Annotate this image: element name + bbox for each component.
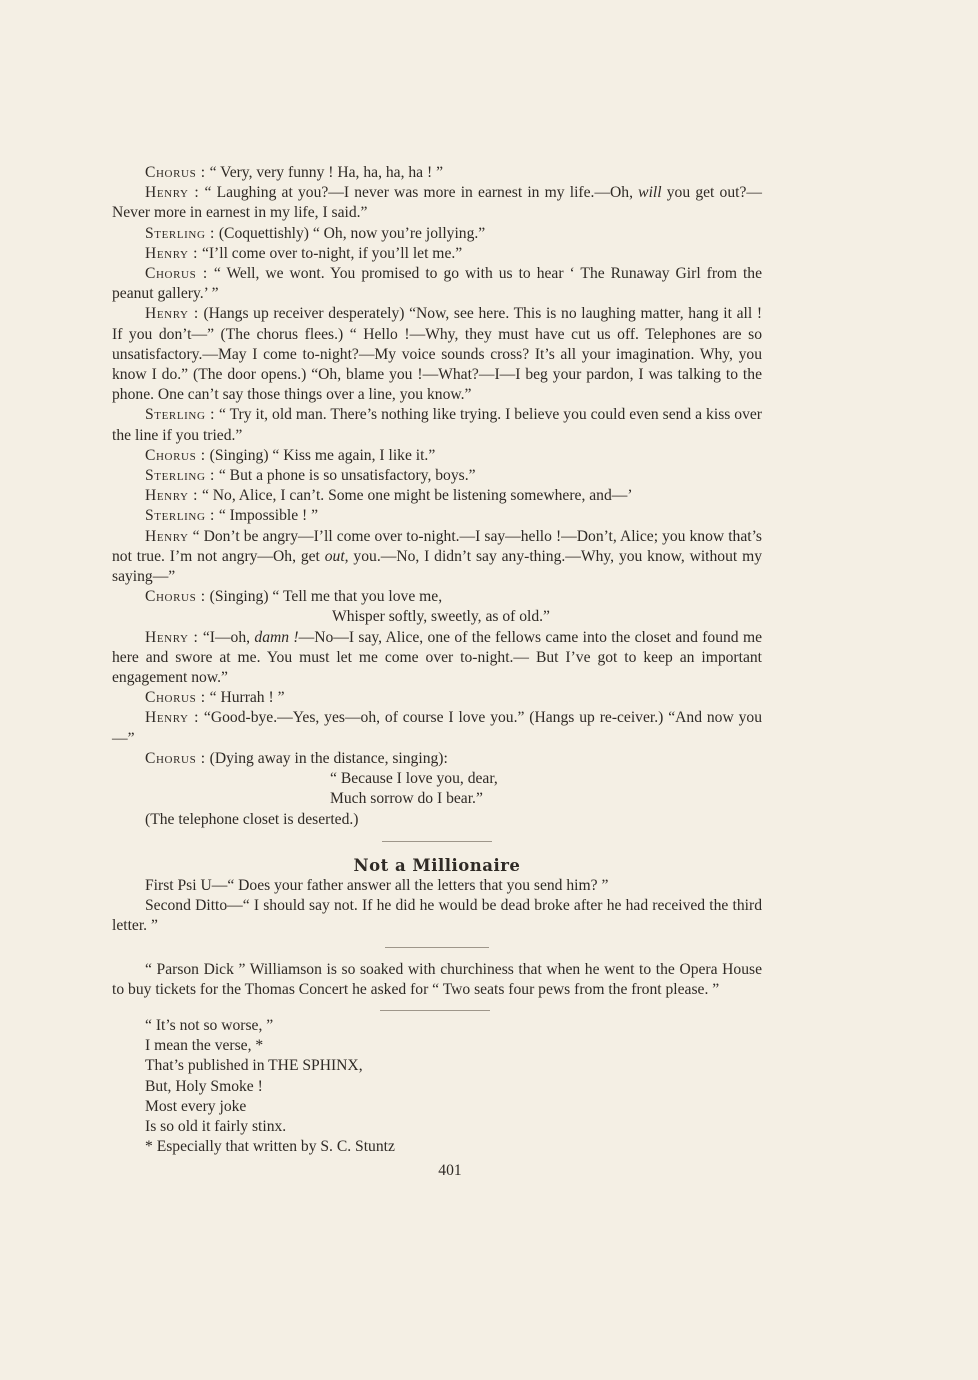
stage-direction: (The telephone closet is deserted.) bbox=[145, 810, 359, 828]
speaker: Henry bbox=[145, 527, 189, 545]
line-text: “ Very, very funny ! Ha, ha, ha, ha ! ” bbox=[209, 164, 444, 181]
speaker: Henry : bbox=[145, 709, 200, 727]
speaker: Chorus : bbox=[145, 164, 206, 181]
dialogue-line bbox=[112, 304, 762, 405]
speaker: Henry : bbox=[145, 487, 199, 505]
emphasis: out, bbox=[324, 547, 349, 565]
speaker: Chorus : bbox=[145, 689, 206, 707]
dialogue-line bbox=[112, 405, 762, 445]
line-text: you.—No, I didn’t say any-thing.—Why, you know, without my saying—” bbox=[112, 547, 763, 586]
poem-line: I mean the verse, * bbox=[145, 1037, 264, 1055]
speaker: Chorus : bbox=[145, 446, 206, 464]
speaker: Chorus : bbox=[145, 749, 206, 767]
emphasis: will bbox=[638, 184, 662, 202]
line-text: “Good-bye.—Yes, yes—oh, of course I love you.” (Hangs up re-ceiver.) “And now you—” bbox=[112, 709, 763, 747]
joke-line: First Psi U—“ Does your father answer all the letters that you send him? ” bbox=[145, 876, 609, 894]
line-text: “ Try it, old man. There’s nothing like trying. I believe you could even send a kiss over the line if you tried.” bbox=[112, 406, 762, 444]
dialogue-line bbox=[112, 466, 762, 486]
dialogue-line bbox=[112, 628, 762, 689]
speaker: Chorus : bbox=[145, 588, 206, 606]
line-text: “ Don’t be angry—I’ll come over to-night.—I say—hello !—Don’t, Alice; you know that’s not true. I’m not angry—Oh, get bbox=[112, 527, 762, 565]
speaker: Sterling : bbox=[145, 507, 215, 525]
joke-paragraph: “ Parson Dick ” Williamson is so soaked with churchiness that when he went to the Opera House to buy tickets for the Thomas Concert he asked for “ Two seats four pews from the front please. ” bbox=[112, 960, 762, 998]
speaker: Sterling : bbox=[145, 224, 215, 242]
dialogue-line bbox=[112, 708, 762, 748]
speaker: Chorus : bbox=[145, 265, 208, 283]
line-text: “ Hurrah ! ” bbox=[209, 689, 285, 707]
poem-line: Is so old it fairly stinx. bbox=[145, 1117, 287, 1135]
section-title: Not a Millionaire bbox=[353, 855, 521, 875]
song-line: Much sorrow do I bear.” bbox=[330, 790, 483, 808]
poem-line: “ It’s not so worse, ” bbox=[145, 1016, 274, 1034]
dialogue-line bbox=[112, 163, 762, 183]
poem-line: That’s published in THE SPHINX, bbox=[145, 1057, 363, 1075]
line-text: “ Impossible ! ” bbox=[218, 507, 319, 525]
footnote: * Especially that written by S. C. Stuntz bbox=[145, 1138, 395, 1156]
dialogue-line bbox=[112, 506, 762, 526]
line-text: you get out?—Never more in earnest in my life, I said.” bbox=[112, 184, 762, 222]
dialogue-line bbox=[112, 224, 762, 244]
speaker: Henry : bbox=[145, 184, 200, 202]
speaker: Sterling : bbox=[145, 467, 215, 485]
dialogue-line bbox=[112, 527, 762, 588]
line-text: “ Laughing at you?—I never was more in earnest in my life.—Oh, bbox=[204, 184, 639, 202]
joke-line: Second Ditto—“ I should say not. If he did he would be dead broke after he had received the third letter. ” bbox=[112, 897, 762, 935]
line-text: “ But a phone is so unsatisfactory, boys.” bbox=[218, 467, 476, 485]
section-rule bbox=[382, 841, 492, 842]
line-text: (Singing) “ Kiss me again, I like it.” bbox=[209, 446, 436, 464]
line-text: (Hangs up receiver desperately) “Now, see here. This is no laughing matter, hang it all ! If you don’t—” (The chorus flees.) “ Hello !—Why, they must have cut us off. Telephones are so unsatisfactory.—May I come to-night?—My voice sounds cross? It’s all your imagination. Why, you know I do.” (The door opens.) “Oh, blame you !—What?—I—I beg your pardon, I was talking to the phone. One can’t say those things over a line, you know.” bbox=[112, 305, 763, 404]
page-number: 401 bbox=[438, 1162, 462, 1180]
dialogue-line bbox=[112, 749, 762, 769]
dialogue-line bbox=[112, 264, 762, 304]
line-text: —No—I say, Alice, one of the fellows came into the closet and found me here and swore at me. You must let me come over to-night.— But I’ve got to keep an important engagement now.” bbox=[112, 628, 762, 687]
line-text: “I—oh, bbox=[202, 628, 255, 646]
song-line: “ Because I love you, dear, bbox=[330, 770, 498, 788]
song-line: Whisper softly, sweetly, as of old.” bbox=[332, 608, 550, 626]
dialogue-line bbox=[112, 587, 762, 607]
dialogue-line bbox=[112, 486, 762, 506]
section-rule bbox=[385, 947, 489, 948]
line-text: (Singing) “ Tell me that you love me, bbox=[209, 588, 443, 606]
speaker: Henry : bbox=[145, 305, 199, 323]
dialogue-line bbox=[112, 244, 762, 264]
speaker: Henry : bbox=[145, 244, 199, 262]
line-text: (Dying away in the distance, singing): bbox=[209, 749, 448, 767]
dialogue-line bbox=[112, 183, 762, 223]
speaker: Henry : bbox=[145, 628, 199, 646]
line-text: “I’ll come over to-night, if you’ll let me.” bbox=[201, 244, 463, 262]
line-text: (Coquettishly) “ Oh, now you’re jollying.” bbox=[218, 224, 486, 242]
section-rule bbox=[380, 1010, 490, 1011]
dialogue-line bbox=[112, 688, 762, 708]
poem-line: Most every joke bbox=[145, 1097, 247, 1115]
page-text bbox=[112, 163, 762, 1197]
poem-line: But, Holy Smoke ! bbox=[145, 1077, 263, 1095]
line-text: “ Well, we wont. You promised to go with us to hear ‘ The Runaway Girl from the peanut gallery.’ ” bbox=[112, 265, 762, 303]
dialogue-line bbox=[112, 446, 762, 466]
line-text: “ No, Alice, I can’t. Some one might be listening somewhere, and—’ bbox=[201, 487, 633, 505]
emphasis: damn ! bbox=[254, 628, 299, 646]
speaker: Sterling : bbox=[145, 406, 216, 424]
